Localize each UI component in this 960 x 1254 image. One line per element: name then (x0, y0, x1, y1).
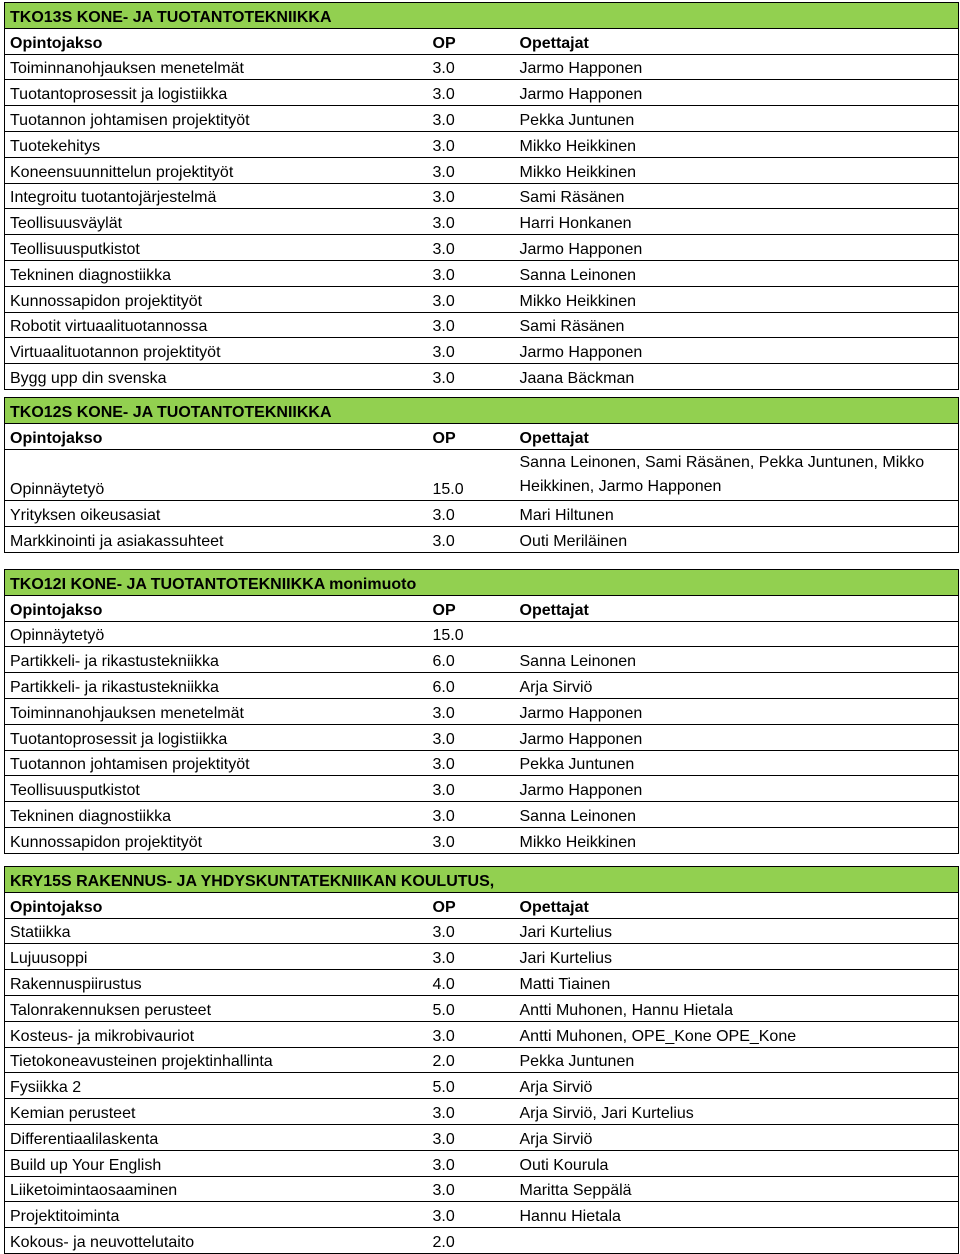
course-teachers: Jari Kurtelius (515, 918, 959, 944)
course-teachers: Pekka Juntunen (515, 106, 959, 132)
course-credits: 5.0 (428, 995, 515, 1021)
course-name: Bygg upp din svenska (5, 364, 428, 390)
course-name: Tekninen diagnostiikka (5, 802, 428, 828)
course-teachers: Mikko Heikkinen (515, 157, 959, 183)
course-credits: 5.0 (428, 1073, 515, 1099)
table-row (5, 1228, 959, 1254)
course-credits: 3.0 (428, 750, 515, 776)
table-row (5, 944, 959, 970)
course-teachers: Jari Kurtelius (515, 944, 959, 970)
table-row (5, 802, 959, 828)
course-name: Tekninen diagnostiikka (5, 260, 428, 286)
course-teachers: Sami Räsänen (515, 183, 959, 209)
course-credits: 3.0 (428, 235, 515, 261)
course-name: Rakennuspiirustus (5, 970, 428, 996)
course-credits: 3.0 (428, 1176, 515, 1202)
course-name: Tuotannon johtamisen projektityöt (5, 750, 428, 776)
table-row (5, 1150, 959, 1176)
table-row (5, 1099, 959, 1125)
table-row (5, 724, 959, 750)
table-row (5, 54, 959, 80)
course-name: Kunnossapidon projektityöt (5, 827, 428, 853)
course-teachers: Mikko Heikkinen (515, 131, 959, 157)
table-row (5, 1124, 959, 1150)
course-teachers: Sanna Leinonen, Sami Räsänen, Pekka Juntunen, Mikko Heikkinen, Jarmo Happonen (515, 449, 959, 501)
course-credits: 6.0 (428, 673, 515, 699)
header-course: Opintojakso (5, 595, 428, 621)
course-teachers: Mikko Heikkinen (515, 827, 959, 853)
table-row (5, 647, 959, 673)
course-name: Tuotantoprosessit ja logistiikka (5, 724, 428, 750)
course-teachers: Maritta Seppälä (515, 1176, 959, 1202)
course-name: Lujuusoppi (5, 944, 428, 970)
course-name: Toiminnanohjauksen menetelmät (5, 698, 428, 724)
course-teachers: Jarmo Happonen (515, 338, 959, 364)
table-row (5, 501, 959, 527)
course-name: Projektitoiminta (5, 1202, 428, 1228)
course-credits: 3.0 (428, 776, 515, 802)
header-row (5, 892, 959, 918)
course-teachers: Sanna Leinonen (515, 260, 959, 286)
course-teachers: Jarmo Happonen (515, 80, 959, 106)
table-row (5, 1073, 959, 1099)
header-row (5, 423, 959, 449)
course-name: Statiikka (5, 918, 428, 944)
header-credits: OP (428, 423, 515, 449)
course-credits: 3.0 (428, 54, 515, 80)
table-row (5, 1176, 959, 1202)
course-credits: 3.0 (428, 131, 515, 157)
table-row (5, 157, 959, 183)
course-teachers: Mikko Heikkinen (515, 286, 959, 312)
course-teachers: Arja Sirviö, Jari Kurtelius (515, 1099, 959, 1125)
course-credits: 15.0 (428, 621, 515, 647)
course-credits: 3.0 (428, 209, 515, 235)
table-row (5, 995, 959, 1021)
course-name: Opinnäytetyö (5, 621, 428, 647)
course-name: Opinnäytetyö (5, 449, 428, 501)
course-name: Kunnossapidon projektityöt (5, 286, 428, 312)
table-row (5, 183, 959, 209)
course-name: Tuotantoprosessit ja logistiikka (5, 80, 428, 106)
course-credits: 3.0 (428, 364, 515, 390)
course-teachers: Hannu Hietala (515, 1202, 959, 1228)
table-row (5, 621, 959, 647)
course-credits: 2.0 (428, 1228, 515, 1254)
header-course: Opintojakso (5, 892, 428, 918)
table-row (5, 338, 959, 364)
course-credits: 3.0 (428, 944, 515, 970)
course-credits: 3.0 (428, 312, 515, 338)
course-credits: 3.0 (428, 260, 515, 286)
table-row (5, 80, 959, 106)
course-teachers: Pekka Juntunen (515, 750, 959, 776)
course-name: Fysiikka 2 (5, 1073, 428, 1099)
course-name: Yrityksen oikeusasiat (5, 501, 428, 527)
section-title: TKO12I KONE- JA TUOTANTOTEKNIIKKA monimuoto (5, 570, 959, 596)
course-credits: 3.0 (428, 698, 515, 724)
table-row (5, 364, 959, 390)
table-row (5, 526, 959, 552)
course-name: Teollisuusputkistot (5, 235, 428, 261)
course-credits: 3.0 (428, 1202, 515, 1228)
course-teachers: Jarmo Happonen (515, 724, 959, 750)
header-teachers: Opettajat (515, 595, 959, 621)
course-teachers: Jaana Bäckman (515, 364, 959, 390)
course-teachers: Jarmo Happonen (515, 698, 959, 724)
table-row (5, 312, 959, 338)
table-row (5, 776, 959, 802)
course-teachers: Jarmo Happonen (515, 54, 959, 80)
table-row (5, 1047, 959, 1073)
course-name: Liiketoimintaosaaminen (5, 1176, 428, 1202)
course-name: Tietokoneavusteinen projektinhallinta (5, 1047, 428, 1073)
table-row (5, 673, 959, 699)
course-table (4, 397, 959, 553)
course-name: Robotit virtuaalituotannossa (5, 312, 428, 338)
course-credits: 3.0 (428, 827, 515, 853)
course-teachers: Outi Kourula (515, 1150, 959, 1176)
course-table (4, 866, 959, 1254)
table-row (5, 131, 959, 157)
course-credits: 3.0 (428, 183, 515, 209)
table-row (5, 970, 959, 996)
course-credits: 3.0 (428, 338, 515, 364)
table-row (5, 209, 959, 235)
course-name: Partikkeli- ja rikastustekniikka (5, 647, 428, 673)
course-credits: 3.0 (428, 802, 515, 828)
course-name: Differentiaalilaskenta (5, 1124, 428, 1150)
course-name: Tuotannon johtamisen projektityöt (5, 106, 428, 132)
section-title: TKO13S KONE- JA TUOTANTOTEKNIIKKA (5, 3, 959, 29)
course-teachers: Antti Muhonen, Hannu Hietala (515, 995, 959, 1021)
section-title: TKO12S KONE- JA TUOTANTOTEKNIIKKA (5, 398, 959, 424)
course-teachers (515, 1228, 959, 1254)
course-credits: 3.0 (428, 157, 515, 183)
section-title: KRY15S RAKENNUS- JA YHDYSKUNTATEKNIIKAN KOULUTUS, (5, 867, 959, 893)
course-name: Tuotekehitys (5, 131, 428, 157)
course-teachers: Outi Meriläinen (515, 526, 959, 552)
course-teachers: Sanna Leinonen (515, 802, 959, 828)
course-name: Kokous- ja neuvottelutaito (5, 1228, 428, 1254)
table-row (5, 1021, 959, 1047)
course-name: Teollisuusputkistot (5, 776, 428, 802)
course-credits: 3.0 (428, 1021, 515, 1047)
course-teachers: Jarmo Happonen (515, 776, 959, 802)
table-row (5, 918, 959, 944)
course-name: Markkinointi ja asiakassuhteet (5, 526, 428, 552)
course-table (4, 569, 959, 854)
course-name: Integroitu tuotantojärjestelmä (5, 183, 428, 209)
header-credits: OP (428, 892, 515, 918)
header-row (5, 28, 959, 54)
course-credits: 3.0 (428, 286, 515, 312)
table-row (5, 286, 959, 312)
course-credits: 3.0 (428, 918, 515, 944)
course-name: Kosteus- ja mikrobivauriot (5, 1021, 428, 1047)
course-name: Virtuaalituotannon projektityöt (5, 338, 428, 364)
course-name: Build up Your English (5, 1150, 428, 1176)
table-row (5, 1202, 959, 1228)
course-credits: 15.0 (428, 449, 515, 501)
course-name: Kemian perusteet (5, 1099, 428, 1125)
table-row (5, 698, 959, 724)
course-teachers: Matti Tiainen (515, 970, 959, 996)
course-name: Toiminnanohjauksen menetelmät (5, 54, 428, 80)
table-row (5, 106, 959, 132)
course-teachers: Harri Honkanen (515, 209, 959, 235)
course-name: Teollisuusväylät (5, 209, 428, 235)
course-credits: 3.0 (428, 1099, 515, 1125)
table-row (5, 260, 959, 286)
course-teachers: Mari Hiltunen (515, 501, 959, 527)
course-credits: 3.0 (428, 526, 515, 552)
course-credits: 3.0 (428, 80, 515, 106)
course-credits: 3.0 (428, 501, 515, 527)
table-row (5, 750, 959, 776)
course-teachers: Antti Muhonen, OPE_Kone OPE_Kone (515, 1021, 959, 1047)
course-teachers: Arja Sirviö (515, 673, 959, 699)
course-credits: 3.0 (428, 1150, 515, 1176)
header-teachers: Opettajat (515, 892, 959, 918)
header-course: Opintojakso (5, 423, 428, 449)
header-credits: OP (428, 595, 515, 621)
course-teachers: Sanna Leinonen (515, 647, 959, 673)
header-row (5, 595, 959, 621)
header-course: Opintojakso (5, 28, 428, 54)
course-name: Koneensuunnittelun projektityöt (5, 157, 428, 183)
course-teachers: Pekka Juntunen (515, 1047, 959, 1073)
course-table (4, 2, 959, 390)
table-row (5, 827, 959, 853)
course-credits: 2.0 (428, 1047, 515, 1073)
course-teachers (515, 621, 959, 647)
header-credits: OP (428, 28, 515, 54)
course-teachers: Arja Sirviö (515, 1124, 959, 1150)
course-teachers: Arja Sirviö (515, 1073, 959, 1099)
course-teachers: Jarmo Happonen (515, 235, 959, 261)
course-credits: 3.0 (428, 724, 515, 750)
course-credits: 6.0 (428, 647, 515, 673)
course-credits: 3.0 (428, 1124, 515, 1150)
header-teachers: Opettajat (515, 28, 959, 54)
table-row (5, 235, 959, 261)
course-name: Talonrakennuksen perusteet (5, 995, 428, 1021)
course-credits: 3.0 (428, 106, 515, 132)
course-credits: 4.0 (428, 970, 515, 996)
table-row (5, 449, 959, 501)
header-teachers: Opettajat (515, 423, 959, 449)
course-name: Partikkeli- ja rikastustekniikka (5, 673, 428, 699)
course-teachers: Sami Räsänen (515, 312, 959, 338)
